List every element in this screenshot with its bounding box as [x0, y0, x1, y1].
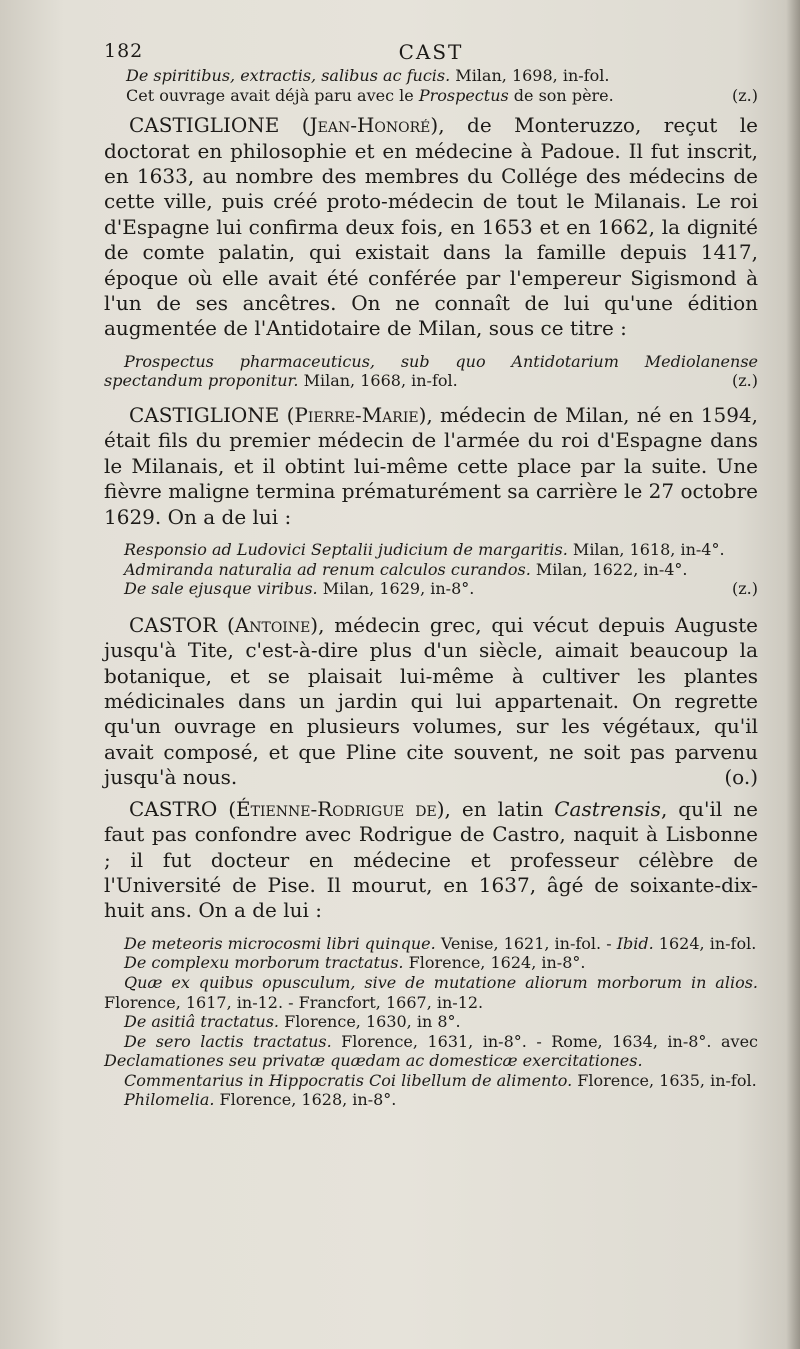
work-imprint: Milan, 1618, in-4°. — [567, 540, 725, 560]
article-given-name: Étienne-Rodrigue de — [236, 796, 437, 821]
bibliography-list — [104, 352, 758, 391]
work-imprint: Florence, 1624, in-8°. — [403, 953, 586, 973]
article-castro-etienne-rodrigue — [104, 797, 758, 924]
article-text: ), de Monteruzzo, reçut le doctorat en philosophie et en médecine à Padoue. Il fut inscrit, en 1633, au nombre des membres du Collége des médecins de cette ville, puis créé proto-médecin de tout le Milanais. Le roi d'Espagne lui confirma deux fois, en 1653 et en 1662, la dignité de comte palatin, qui existait dans la famille depuis 1417, époque où elle avait été conférée par l'empereur Sigismond à l'un de ses ancêtres. On ne connaît de lui qu'une édition augmentée de l'Antidotaire de Milan, sous ce titre : — [104, 113, 758, 341]
article-given-name: Pierre-Marie — [294, 403, 419, 428]
work-imprint: Milan, 1629, in-8°. — [317, 579, 475, 599]
article-text: ), médecin grec, qui vécut depuis Auguste jusqu'à Tite, c'est-à-dire plus d'un siècle, aimait beaucoup la botanique, et se plaisait lui-même à cultiver les plantes médicinales dans un jardin qui lui appartenait. On regrette qu'un ouvrage en plusieurs volumes, sur les végétaux, qu'il avait composé, et que Pline cite souvent, ne soit pas parvenu jusqu'à nous. — [104, 612, 758, 790]
article-text: ), médecin de Milan, né en 1594, était fils du premier médecin de l'armée du roi d'Espagne dans le Milanais, et il obtint lui-même cette place par la suite. Une fièvre maligne termina prématurément sa carrière le 27 octobre 1629. On a de lui : — [104, 403, 758, 529]
bibliography-item — [104, 1071, 758, 1091]
work-imprint: Florence, 1635, in-fol. — [572, 1070, 757, 1090]
running-title: CAST — [398, 40, 464, 64]
bibliography-list — [104, 540, 758, 599]
article-given-name: Antoine — [234, 612, 311, 637]
article-castiglione-pierre-marie — [104, 403, 758, 530]
bibliography-item — [104, 973, 758, 1012]
work-imprint: Milan, 1698, in-fol. — [450, 66, 610, 85]
author-signature: (o.) — [724, 765, 758, 790]
work-title: Commentarius in Hippocratis Coi libellum de alimento. — [124, 1070, 573, 1090]
bibliography-item — [104, 1012, 758, 1032]
author-signature: (z.) — [732, 579, 758, 599]
article-text-lead: ), en latin — [436, 796, 555, 821]
article-name: CASTIGLIONE ( — [129, 403, 295, 428]
work-title: Prospectus pharmaceuticus, sub quo Antidotarium Mediolanense spectandum proponitur. — [104, 351, 758, 391]
note-title: Prospectus — [418, 85, 509, 105]
carryover-bibliography — [104, 66, 758, 105]
bibliography-item — [104, 934, 758, 954]
work-title: Responsio ad Ludovici Septalii judicium de margaritis. — [124, 540, 568, 560]
bibliography-item — [104, 953, 758, 973]
work-title: De sale ejusque viribus. — [124, 579, 318, 599]
article-name: CASTRO ( — [129, 796, 237, 821]
work-imprint: Florence, 1617, in-12. - Francfort, 1667, in-12. — [104, 992, 484, 1012]
bibliography-list — [104, 934, 758, 1110]
work-title: De asitiâ tractatus. — [124, 1012, 279, 1032]
bibliography-item — [104, 579, 758, 599]
article-name: CASTOR ( — [129, 612, 235, 637]
latin-name: Castrensis — [554, 796, 661, 821]
article-castiglione-jean-honore — [104, 113, 758, 342]
work-title: De sero lactis tractatus. — [124, 1031, 332, 1051]
work-ibid: Ibid. — [616, 933, 654, 953]
author-signature: (z.) — [732, 371, 758, 391]
note-text: Cet ouvrage avait déjà paru avec le — [126, 85, 419, 105]
work-title: Philomelia. — [124, 1090, 215, 1110]
bibliography-item — [104, 540, 758, 560]
bibliography-item — [104, 1032, 758, 1071]
article-given-name: Jean-Honoré — [309, 113, 431, 138]
article-name: CASTIGLIONE ( — [129, 113, 310, 138]
note-text-end: de son père. — [508, 85, 614, 105]
work-imprint: Venise, 1621, in-fol. - — [435, 933, 617, 953]
work-title: De complexu morborum tractatus. — [124, 953, 404, 973]
bibliography-item — [104, 560, 758, 580]
work-companion-title: Declamationes seu privatæ quædam ac domesticæ exercitationes. — [104, 1051, 643, 1071]
work-title: De meteoris microcosmi libri quinque. — [124, 933, 436, 953]
work-title: Admiranda naturalia ad renum calculos curandos. — [124, 559, 531, 579]
author-signature: (z.) — [732, 85, 758, 105]
work-title: Quæ ex quibus opusculum, sive de mutatione aliorum morborum in alios. — [124, 972, 758, 992]
article-text: , qu'il ne faut pas confondre avec Rodrigue de Castro, naquit à Lisbonne ; il fut docteur en médecine et professeur célèbre de l'Université de Pise. Il mourut, en 1637, âgé de soixante-dix-huit ans. On a de lui : — [104, 796, 758, 923]
work-imprint: Milan, 1668, in-fol. — [298, 371, 458, 391]
work-imprint-extra: 1624, in-fol. — [653, 933, 757, 953]
work-imprint: Florence, 1630, in 8°. — [279, 1012, 461, 1032]
page-header — [104, 40, 758, 66]
page-number: 182 — [104, 40, 144, 62]
bibliography-item — [104, 1090, 758, 1110]
work-title: De spiritibus, extractis, salibus ac fucis. — [126, 66, 451, 85]
work-imprint: Florence, 1628, in-8°. — [214, 1090, 397, 1110]
article-castor-antoine — [104, 613, 758, 791]
bibliography-item — [104, 352, 758, 391]
work-imprint: Milan, 1622, in-4°. — [530, 559, 688, 579]
work-imprint: Florence, 1631, in-8°. - Rome, 1634, in-8°. avec — [331, 1031, 759, 1051]
